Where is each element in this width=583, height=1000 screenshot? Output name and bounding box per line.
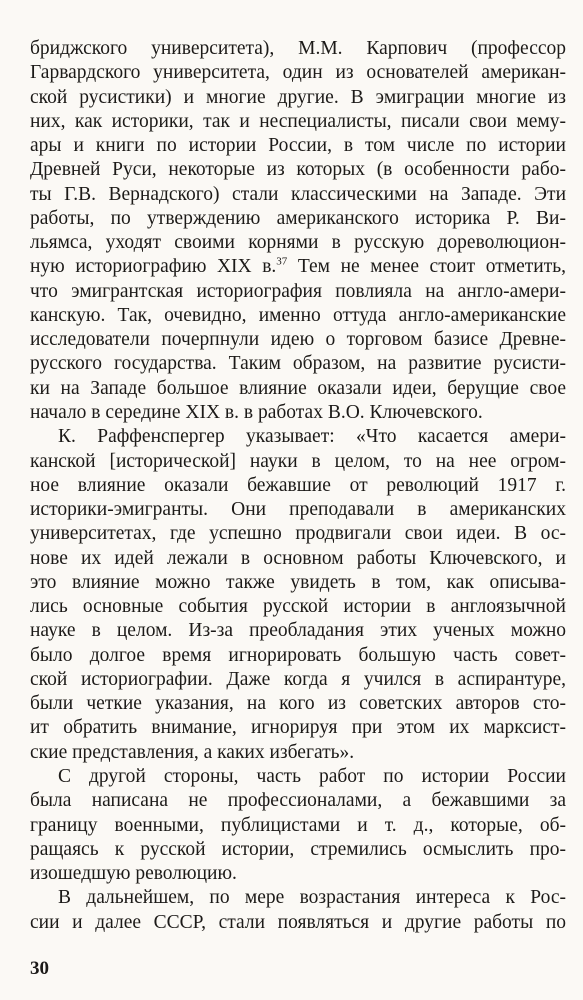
text-line: лись основные события русской истории в англоязычной [30, 596, 566, 618]
footnote-reference[interactable]: 37 [276, 255, 288, 268]
text-line: что эмигрантская историография повлияла на англо-амери- [30, 280, 566, 302]
text-line: ное влияние оказали бежавшие от революций 1917 г. [30, 474, 566, 496]
text-line: работы, по утверждению американского историка Р. Ви- [30, 207, 566, 229]
text-line: науке в целом. Из-за преобладания этих ученых можно [30, 620, 566, 642]
text-line: историки-эмигранты. Они преподавали в американских [30, 499, 566, 521]
text-line: ит обратить внимание, игнорируя при этом их марксист- [30, 717, 566, 739]
text-segment: ную историографию XIX в. [30, 256, 277, 278]
text-line: ращаясь к русской истории, стремились осмыслить про- [30, 838, 566, 860]
text-line: канскую. Так, очевидно, именно оттуда англо-американские [30, 304, 566, 326]
page-number: 30 [30, 958, 49, 979]
paragraph-first-line: С другой стороны, часть работ по истории России [58, 765, 566, 787]
text-line: ки на Западе большое влияние оказали идеи, берущие свое [30, 377, 566, 399]
text-line: была написана не профессионалами, а бежавшими за [30, 790, 566, 812]
text-line: них, как историки, так и неспециалисты, писали свои мему- [30, 110, 566, 132]
text-line: ты Г.В. Вернадского) стали классическими на Западе. Эти [30, 183, 566, 205]
text-line: русского государства. Таким образом, на развитие русисти- [30, 353, 566, 375]
text-line: было долгое время игнорировать большую часть совет- [30, 644, 566, 666]
paragraph-first-line: В дальнейшем, по мере возрастания интереса к Рос- [58, 887, 566, 909]
text-line: Гарвардского университета, один из основателей американ- [30, 62, 566, 84]
text-line: ской русистики) и многие другие. В эмиграции многие из [30, 86, 566, 108]
text-line: исследователи почерпнули идею о торговом базисе Древне- [30, 329, 566, 351]
text-line: канской [исторической] науки в целом, то на нее огром- [30, 450, 566, 472]
text-line: границу военными, публицистами и т. д., которые, об- [30, 814, 566, 836]
text-line: ары и книги по истории России, в том числе по истории [30, 135, 566, 157]
paragraph-first-line: К. Раффенспергер указывает: «Что касается амери- [58, 426, 566, 448]
text-line: ской историографии. Даже когда я учился в аспирантуре, [30, 668, 566, 690]
page-body [30, 37, 566, 935]
text-line: университетах, где успешно продвигали свои идеи. В ос- [30, 523, 566, 545]
text-line-with-footnote [30, 255, 566, 279]
text-line: Древней Руси, некоторые из которых (в особенности рабо- [30, 159, 566, 181]
text-line: нове их идей лежали в основном работы Ключевского, и [30, 547, 566, 569]
text-line: были четкие указания, на кого из советских авторов сто- [30, 693, 566, 715]
text-line: ские представления, а каких избегать». [30, 741, 355, 763]
text-line: бриджского университета), М.М. Карпович (профессор [30, 38, 566, 59]
text-segment: Тем не менее стоит отметить, [287, 256, 566, 278]
text-line: льямса, уходят своими корнями в русскую дореволюцион- [30, 232, 566, 254]
text-line: это влияние можно также увидеть в том, как описыва- [30, 571, 566, 593]
text-line: сии и далее СССР, стали появляться и другие работы по [30, 911, 566, 933]
text-line: изошедшую революцию. [30, 863, 237, 885]
text-line: начало в середине XIX в. в работах В.О. Ключевского. [30, 401, 483, 423]
